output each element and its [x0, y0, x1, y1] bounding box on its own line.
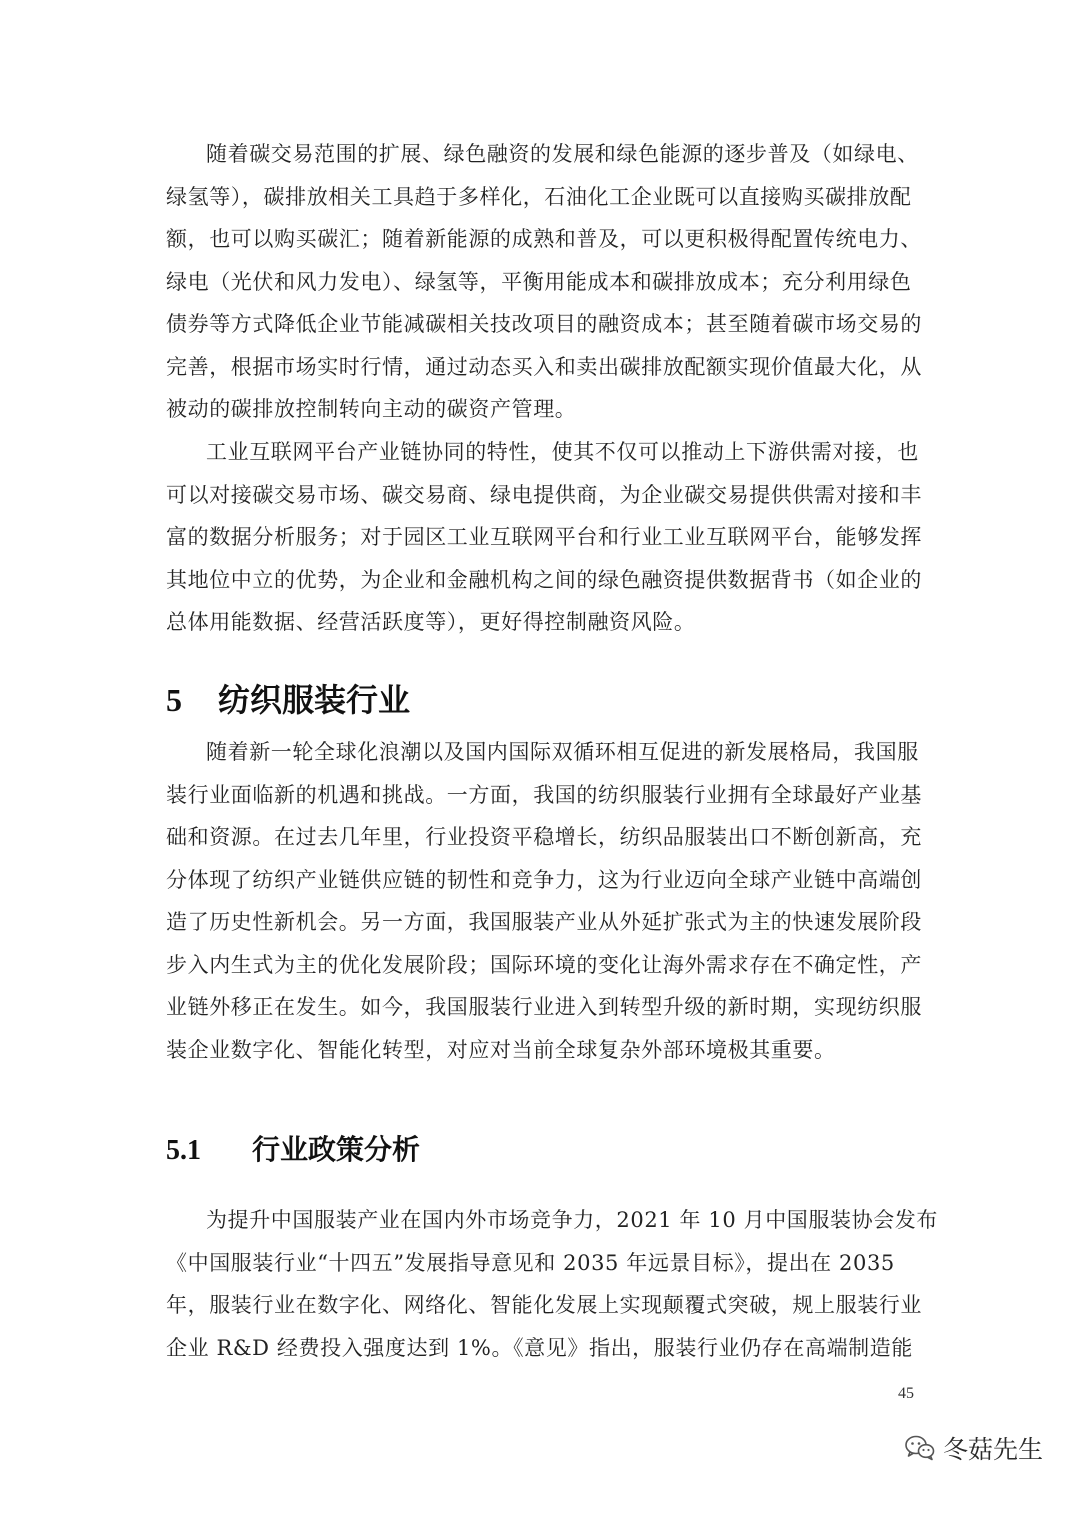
- text-line: 随着新一轮全球化浪潮以及国内国际双循环相互促进的新发展格局，我国服: [206, 740, 919, 764]
- text-line: 工业互联网平台产业链协同的特性，使其不仅可以推动上下游供需对接，也: [206, 440, 919, 464]
- section-heading-5: [166, 676, 410, 724]
- paragraph-textile-industry: [166, 731, 926, 1071]
- text-line: 企业 R&D 经费投入强度达到 1%。《意见》指出，服装行业仍存在高端制造能: [166, 1335, 913, 1360]
- text-line: 础和资源。在过去几年里，行业投资平稳增长，纺织品服装出口不断创新高，充: [166, 825, 922, 849]
- text-line: 业链外移正在发生。如今，我国服装行业进入到转型升级的新时期，实现纺织服: [166, 995, 922, 1019]
- paragraph-policy-analysis: [166, 1199, 938, 1369]
- text-line: 年，服装行业在数字化、网络化、智能化发展上实现颠覆式突破，规上服装行业: [166, 1293, 922, 1317]
- wechat-icon: [905, 1435, 935, 1461]
- text-line: 绿电（光伏和风力发电）、绿氢等，平衡用能成本和碳排放成本；充分利用绿色: [166, 269, 912, 294]
- text-line: 装企业数字化、智能化转型，对应对当前全球复杂外部环境极其重要。: [166, 1037, 836, 1062]
- watermark-text: 冬菇先生: [943, 1435, 1044, 1464]
- text-line: 随着碳交易范围的扩展、绿色融资的发展和绿色能源的逐步普及（如绿电、: [206, 142, 919, 166]
- section-number: 5.1: [166, 1135, 201, 1166]
- page-number: 45: [898, 1385, 914, 1402]
- text-line: 绿氢等），碳排放相关工具趋于多样化，石油化工企业既可以直接购买碳排放配: [166, 184, 912, 209]
- text-line: 为提升中国服装产业在国内外市场竞争力，2021 年 10 月中国服装协会发布: [206, 1208, 938, 1232]
- text-line: 富的数据分析服务；对于园区工业互联网平台和行业工业互联网平台，能够发挥: [166, 525, 922, 549]
- text-line: 额，也可以购买碳汇；随着新能源的成熟和普及，可以更积极得配置传统电力、: [166, 227, 922, 251]
- text-line: 《中国服装行业“十四五”发展指导意见和 2035 年远景目标》，提出在 2035: [166, 1250, 895, 1275]
- text-line: 分体现了纺织产业链供应链的韧性和竞争力，这为行业迈向全球产业链中高端创: [166, 867, 922, 892]
- text-line: 债券等方式降低企业节能减碳相关技改项目的融资成本；甚至随着碳市场交易的: [166, 312, 922, 336]
- section-title: 纺织服装行业: [218, 681, 411, 719]
- paragraph-carbon-trading: [166, 133, 926, 431]
- text-line: 可以对接碳交易市场、碳交易商、绿电提供商，为企业碳交易提供供需对接和丰: [166, 482, 922, 507]
- section-heading-5-1: [166, 1128, 420, 1173]
- text-line: 其地位中立的优势，为企业和金融机构之间的绿色融资提供数据背书（如企业的: [166, 567, 922, 592]
- section-title: 行业政策分析: [252, 1133, 421, 1166]
- text-line: 完善，根据市场实时行情，通过动态买入和卖出碳排放配额实现价值最大化，从: [166, 354, 922, 379]
- text-line: 被动的碳排放控制转向主动的碳资产管理。: [166, 397, 577, 421]
- watermark: [905, 1428, 1043, 1468]
- text-line: 步入内生式为主的优化发展阶段；国际环境的变化让海外需求存在不确定性，产: [166, 952, 922, 977]
- text-line: 装行业面临新的机遇和挑战。一方面，我国的纺织服装行业拥有全球最好产业基: [166, 782, 922, 807]
- section-number: 5: [166, 682, 182, 718]
- text-line: 总体用能数据、经营活跃度等），更好得控制融资风险。: [166, 610, 696, 634]
- paragraph-industrial-internet: [166, 431, 926, 644]
- text-line: 造了历史性新机会。另一方面，我国服装产业从外延扩张式为主的快速发展阶段: [166, 910, 922, 934]
